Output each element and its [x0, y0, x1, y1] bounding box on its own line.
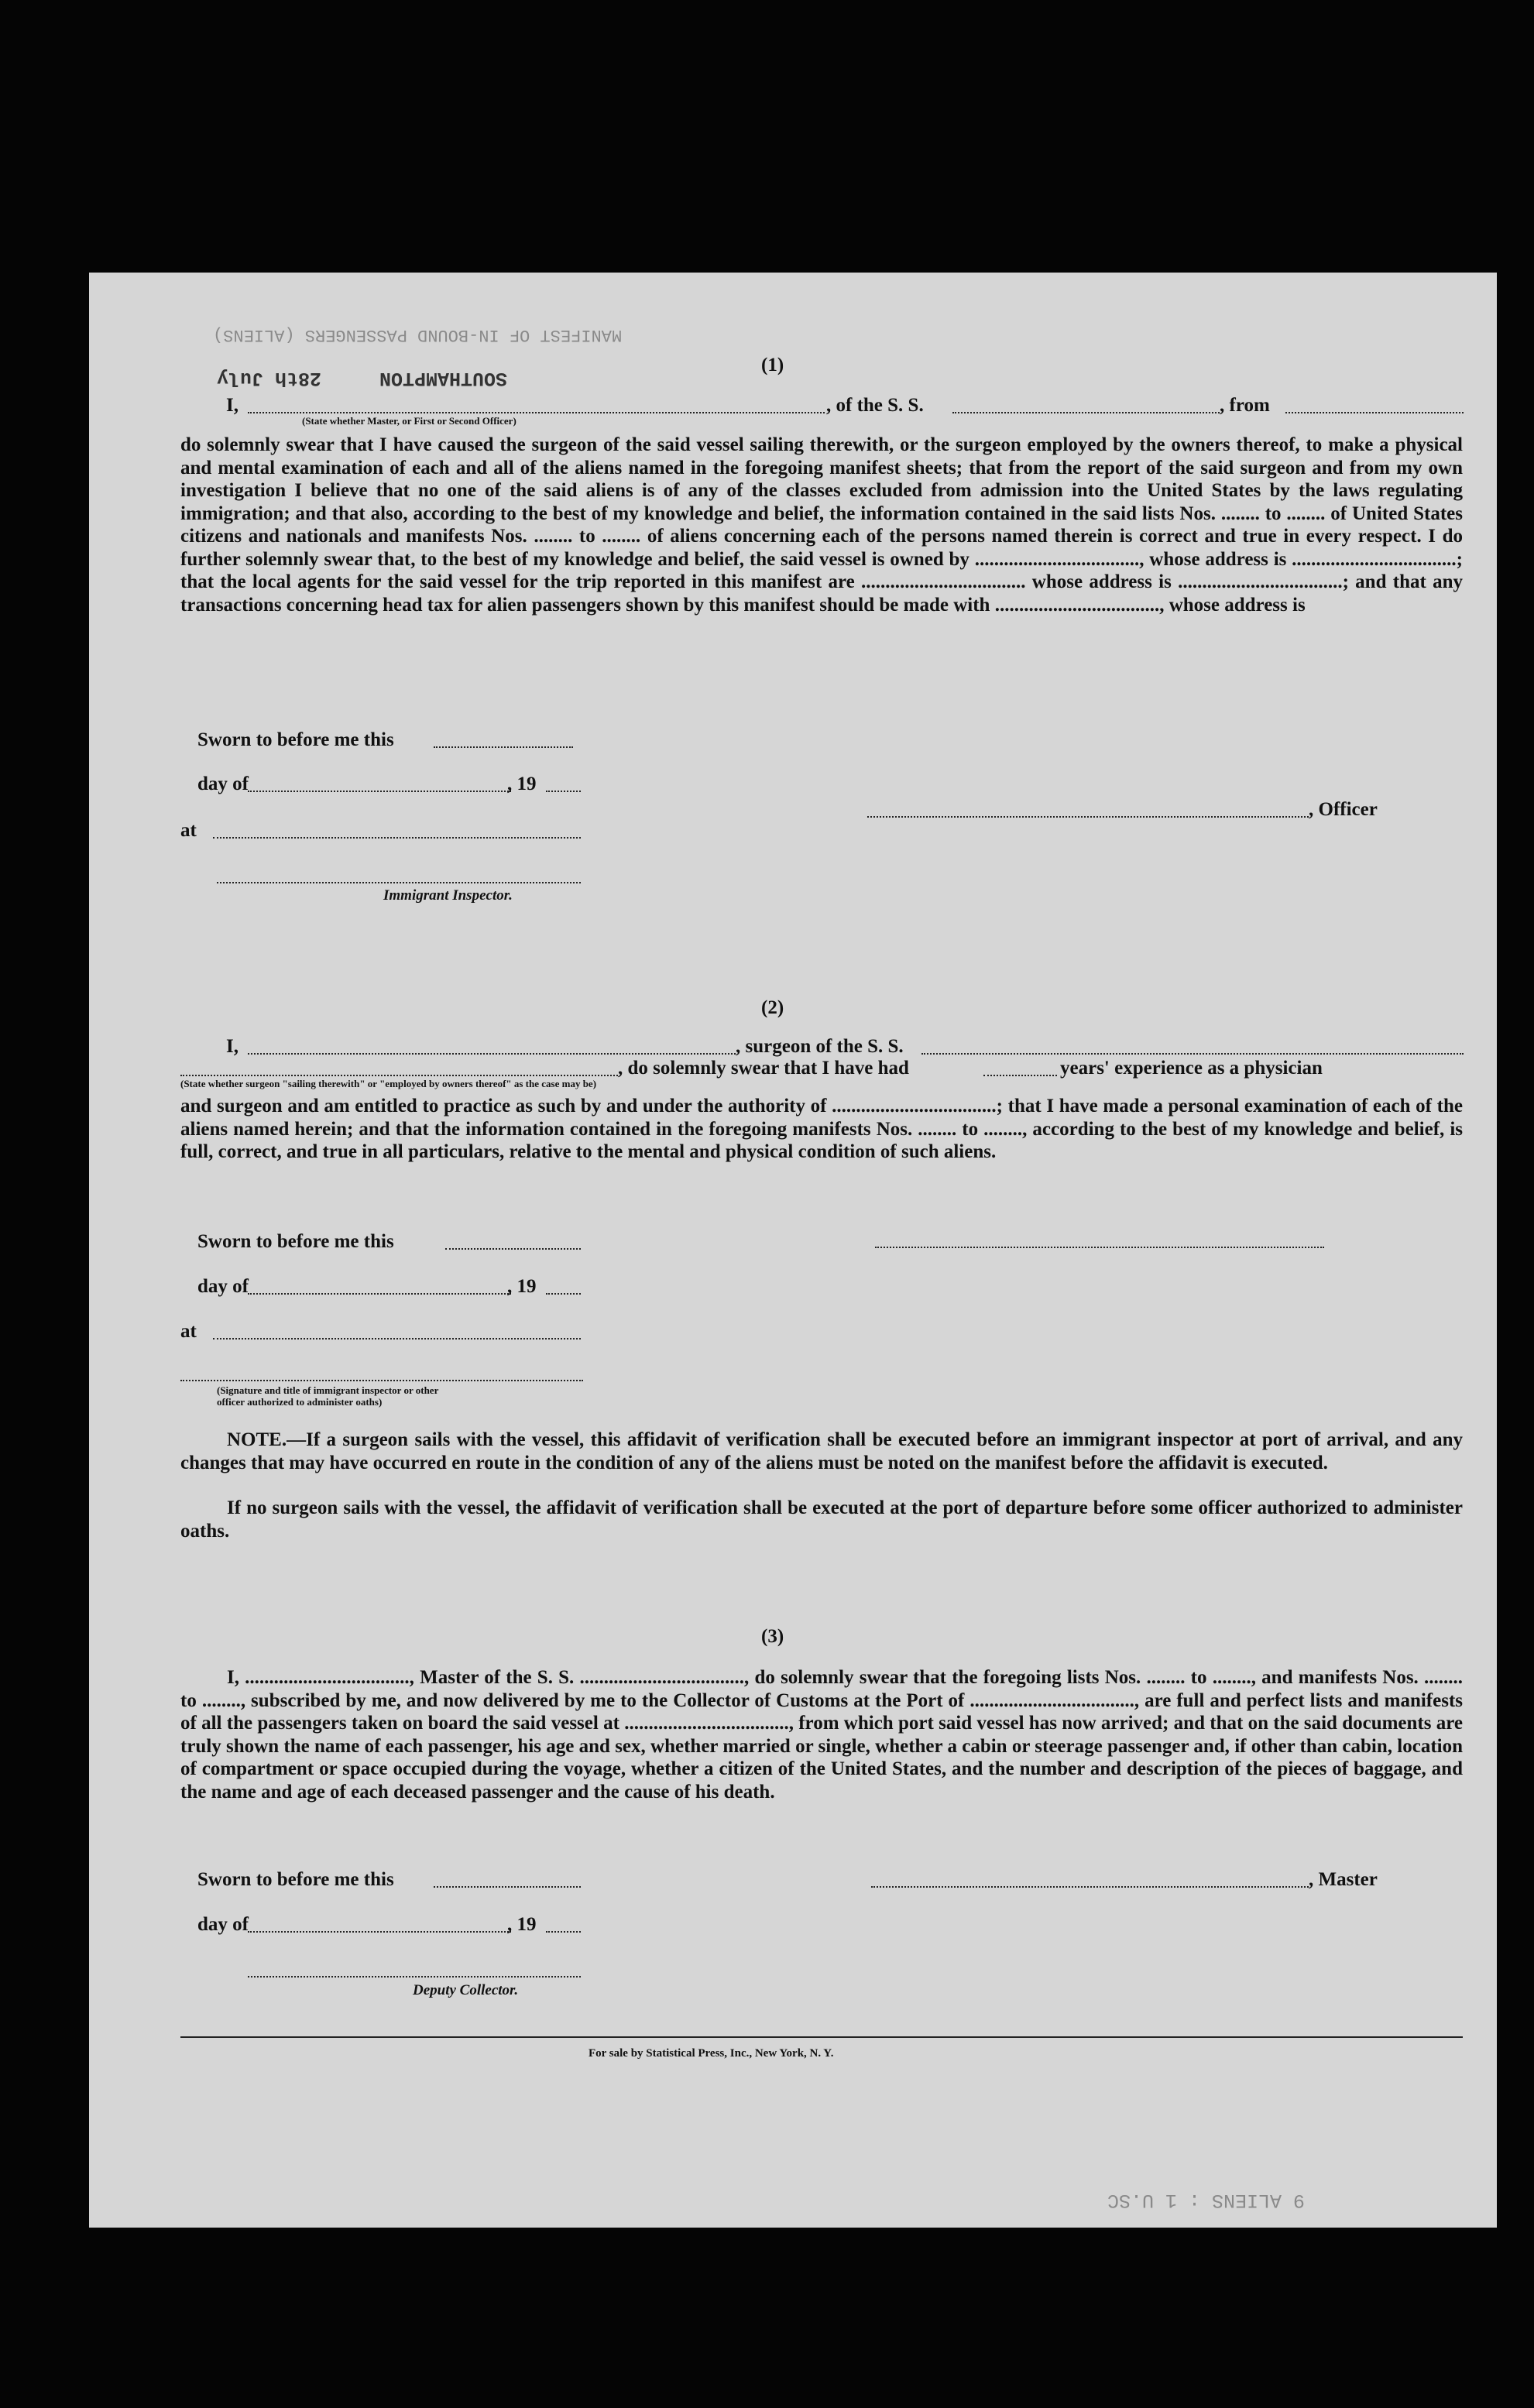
signature-caption: (Signature and title of immigrant inspector or other officer authorized to administer oaths) [217, 1384, 439, 1408]
officer-sig-line [867, 816, 1309, 818]
master-sig-line [871, 1886, 1309, 1888]
ship-name-line [952, 412, 1220, 413]
inspector-caption: Immigrant Inspector. [383, 887, 513, 904]
day-of-label-2: day of [197, 1276, 249, 1297]
section-2-body: and surgeon and am entitled to practice as such by and under the authority of ..................................; that I have made a personal examination of each of the aliens named herein; and that the information contained in the foregoing manifests Nos. ........ to ........, according to the best of my knowledge and belief, is full, correct, and true in all particulars, relative to the mental and physical condition of such aliens. [180, 1096, 1463, 1162]
collector-caption: Deputy Collector. [413, 1982, 519, 1998]
from-label: , from [1220, 395, 1270, 416]
officer-name-line [248, 412, 825, 413]
bleed-through-title: MANIFEST OF IN-BOUND PASSENGERS (ALIENS) [213, 325, 623, 345]
day-line-2 [248, 1293, 511, 1295]
sworn-line-1 [434, 746, 573, 748]
section-1-number: (1) [761, 355, 784, 376]
of-ss-label: , of the S. S. [826, 395, 924, 416]
year-label-3: , 19 [507, 1914, 537, 1935]
bleed-through-tally: 9 ALIENS : 1 U.SC [1107, 2189, 1306, 2211]
day-of-label-1: day of [197, 774, 249, 794]
affidavit-page [89, 273, 1497, 2228]
sworn-line-2 [445, 1248, 581, 1250]
section-1-body: do solemnly swear that I have caused the surgeon of the said vessel sailing therewith, or the surgeon employed by the owners thereof, to make a physical and mental examination of each and all of the aliens named in the foregoing manifest sheets; that from the report of the said surgeon and from my own investigation I believe that no one of the said aliens is of any of the classes excluded from admission into the United States by the laws regulating immigration; and that also, according to the best of my knowledge and belief, the information contained in the said lists Nos. ........ to ........ of United States citizens and nationals and manifests Nos. ........ to ........ of aliens concerning each of the persons named therein is correct and true in every respect. I do further solemnly swear that, to the best of my knowledge and belief, the said vessel is owned by .................................., whose address is ..................................; that the local agents for the said vessel for the trip reported in this manifest are .................................. whose address is ..................................; and that any transactions concerning head tax for alien passengers shown by this manifest should be made with .................................., whose address is [180, 434, 1463, 616]
collector-sig-line [248, 1976, 581, 1978]
year-label-1: , 19 [507, 774, 537, 794]
officer-label: , Officer [1309, 799, 1378, 820]
year-line-3 [546, 1931, 581, 1933]
surgeon-caption: (State whether surgeon "sailing therewith" or "employed by owners thereof" as the case may be) [180, 1078, 597, 1089]
section-2-number: (2) [761, 997, 784, 1018]
year-line-2 [546, 1293, 581, 1295]
day-of-label-3: day of [197, 1914, 249, 1935]
section-3-body: I, .................................., Master of the S. S. .................................., do solemnly swear that the foregoing lists Nos. ........ to ........, and manifests Nos. ........ to ........, subscribed by me, and now delivered by me to the Collector of Customs at the Port of .................................., are full and perfect lists and manifests of all the passengers taken on board the said vessel at .................................., from which port said vessel has now arrived; and that on the said documents are truly shown the name of each passenger, his age and sex, whether married or single, whether a cabin or steerage passenger and, if other than cabin, location of compartment or space occupied during the voyage, whether a citizen of the United States, and the number and description of the pieces of baggage, and the name and age of each deceased passenger and the cause of his death. [180, 1667, 1463, 1803]
officer-caption: (State whether Master, or First or Second Officer) [302, 415, 516, 427]
footer-rule [180, 2036, 1463, 2038]
year-label-2: , 19 [507, 1276, 537, 1297]
surgeon-of-label: , surgeon of the S. S. [736, 1036, 904, 1057]
years-label: years' experience as a physician [1060, 1058, 1323, 1079]
section-3-number: (3) [761, 1626, 784, 1647]
master-label: , Master [1309, 1869, 1378, 1890]
surgeon-status-line [180, 1075, 618, 1076]
bleed-through-port: SOUTHAMPTON [379, 367, 508, 389]
officer-i-label: I, [226, 395, 239, 416]
at-line-1 [213, 837, 581, 839]
note-paragraph: NOTE.—If a surgeon sails with the vessel, this affidavit of verification shall be executed before an immigrant inspector at port of arrival, and any changes that may have occurred en route in the condition of any of the aliens must be noted on the manifest before the affidavit is executed. [180, 1429, 1463, 1473]
printer-footer: For sale by Statistical Press, Inc., New York, N. Y. [589, 2047, 834, 2060]
note-paragraph-2: If no surgeon sails with the vessel, the affidavit of verification shall be executed at the port of departure before some officer authorized to administer oaths. [180, 1497, 1463, 1542]
surgeon-ship-line [921, 1053, 1464, 1055]
at-label-2: at [180, 1321, 197, 1342]
from-port-line [1285, 412, 1464, 413]
officer-sig-line-2 [180, 1380, 583, 1381]
surgeon-sig-line [875, 1247, 1324, 1248]
inspector-sig-line [217, 882, 581, 883]
years-line [983, 1075, 1057, 1076]
day-line-1 [248, 791, 511, 792]
at-line-2 [213, 1338, 581, 1339]
year-line-1 [546, 791, 581, 792]
sworn-label-1: Sworn to before me this [197, 729, 394, 750]
sworn-label-3: Sworn to before me this [197, 1869, 394, 1890]
at-label-1: at [180, 820, 197, 841]
sworn-label-2: Sworn to before me this [197, 1231, 394, 1252]
surgeon-name-line [248, 1053, 736, 1055]
surgeon-i-label: I, [226, 1036, 239, 1057]
bleed-through-date: 28th July [217, 367, 322, 389]
day-line-3 [248, 1931, 511, 1933]
sworn-line-3 [434, 1886, 581, 1888]
surgeon-swear-label: , do solemnly swear that I have had [618, 1058, 909, 1079]
